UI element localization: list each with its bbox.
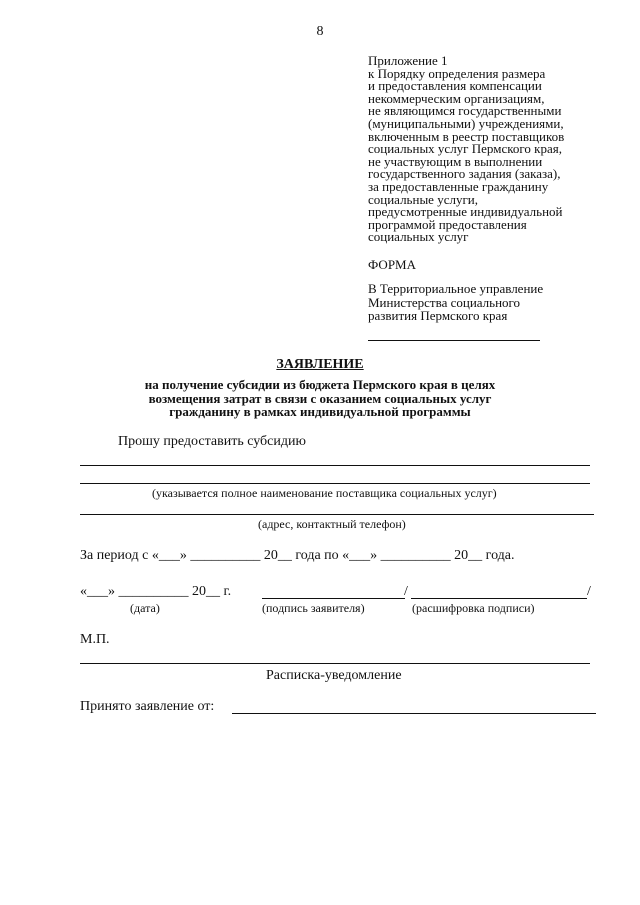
signature-caption: (подпись заявителя) <box>262 601 365 615</box>
provider-blank-line-2[interactable] <box>80 483 590 484</box>
request-text: Прошу предоставить субсидию <box>118 434 306 449</box>
addressee-line: Министерства социального <box>368 294 521 310</box>
date-field[interactable]: «___» __________ 20__ г. <box>80 584 232 599</box>
seal-label: М.П. <box>80 632 110 647</box>
accepted-from-label: Принято заявление от: <box>80 699 215 714</box>
subtitle-line: на получение субсидии из бюджета Пермского края в целях <box>144 377 496 392</box>
signature-slash: / <box>404 584 408 599</box>
signature-blank-line[interactable] <box>262 598 405 599</box>
receipt-title: Расписка-уведомление <box>266 668 402 683</box>
annex-line: к Порядку определения размера <box>368 65 546 81</box>
annex-line: социальные услуги, <box>368 191 478 207</box>
date-caption: (дата) <box>130 601 160 615</box>
annex-line: не участвующим в выполнении <box>368 153 543 169</box>
subtitle-line: возмещения затрат в связи с оказанием социальных услуг <box>148 390 492 406</box>
annex-line: государственного задания (заказа), <box>368 166 561 182</box>
provider-blank-line-1[interactable] <box>80 465 590 466</box>
annex-line: и предоставления компенсации <box>368 78 542 94</box>
decode-slash: / <box>587 584 591 599</box>
annex-line: предусмотренные индивидуальной <box>368 204 563 220</box>
addressee-blank-line[interactable] <box>368 340 540 341</box>
annex-line: социальных услуг <box>368 229 469 245</box>
forma-label: ФОРМА <box>368 257 416 272</box>
document-subtitle <box>60 378 580 419</box>
annex-line: программой предоставления <box>368 216 527 232</box>
annex-line: некоммерческим организациям, <box>368 90 545 106</box>
addressee-line: В Территориальное управление <box>368 281 544 296</box>
accepted-from-blank-line[interactable] <box>232 713 596 714</box>
period-line[interactable]: За период с «___» __________ 20__ года по «___» __________ 20__ года. <box>80 548 515 563</box>
addressee-block <box>368 282 608 323</box>
address-caption: (адрес, контактный телефон) <box>258 517 406 531</box>
address-blank-line[interactable] <box>80 514 594 515</box>
annex-line: социальных услуг Пермского края, <box>368 141 562 157</box>
document-title: ЗАЯВЛЕНИЕ <box>276 357 364 372</box>
annex-line: включенным в реестр поставщиков <box>368 128 565 144</box>
decode-caption: (расшифровка подписи) <box>412 601 535 615</box>
addressee-line: развития Пермского края <box>368 308 508 323</box>
separator-line <box>80 663 590 664</box>
annex-block <box>368 55 608 244</box>
annex-line: не являющимся государственными <box>368 103 562 119</box>
page-number: 8 <box>316 24 324 39</box>
annex-line: (муниципальными) учреждениями, <box>368 115 564 131</box>
annex-line: за предоставленные гражданину <box>368 178 549 194</box>
decode-blank-line[interactable] <box>411 598 587 599</box>
subtitle-line: гражданину в рамках индивидуальной программы <box>169 404 471 419</box>
provider-caption: (указывается полное наименование поставщика социальных услуг) <box>152 486 497 500</box>
annex-line: Приложение 1 <box>368 53 448 68</box>
